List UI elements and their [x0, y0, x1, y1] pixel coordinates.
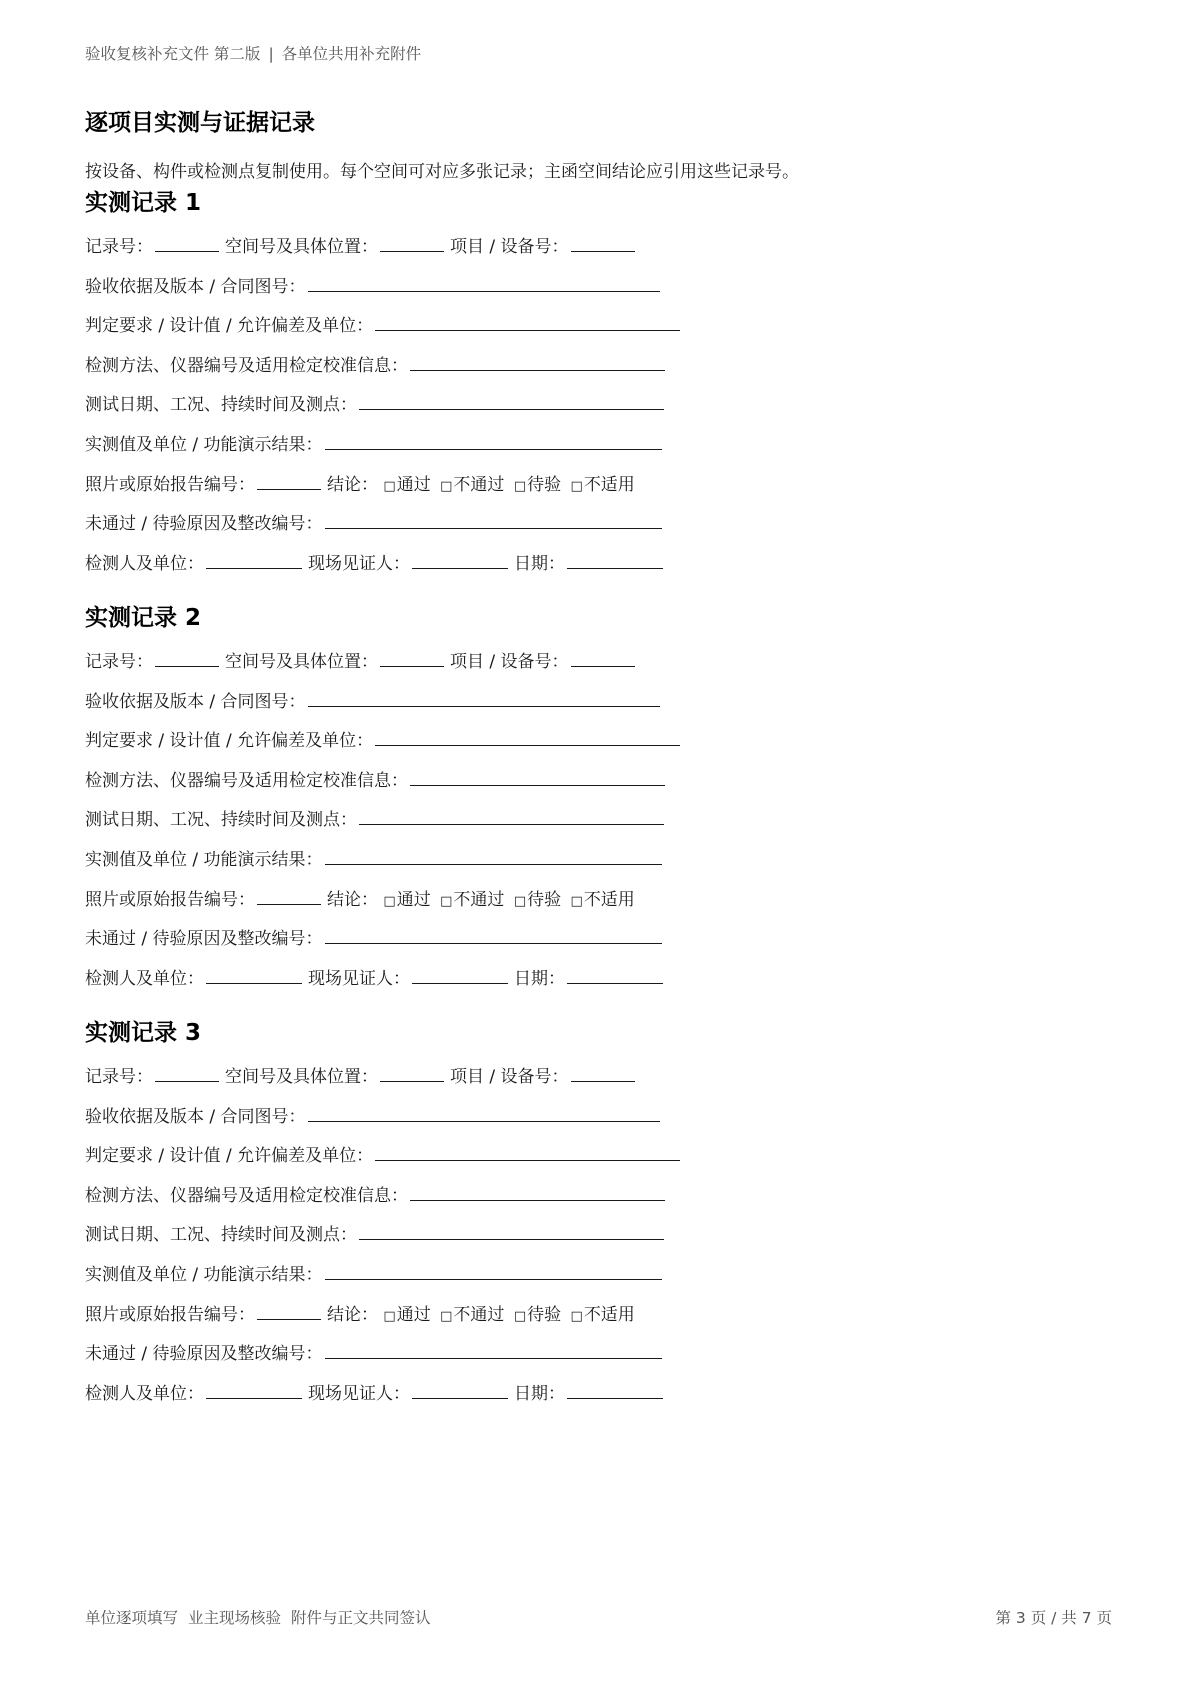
label-test-date: 测试日期、工况、持续时间及测点： — [85, 1225, 357, 1246]
row-basis — [85, 272, 985, 312]
row-ids — [85, 647, 985, 687]
record-no-field[interactable] — [155, 1064, 219, 1082]
checkbox-icon[interactable]: □ — [513, 893, 527, 909]
label-inspector: 检测人及单位： — [85, 1383, 204, 1404]
requirement-field[interactable] — [375, 313, 680, 331]
label-record-no: 记录号： — [85, 237, 153, 257]
row-test-date — [85, 1220, 985, 1260]
option-fail[interactable]: □不通过 — [440, 474, 505, 495]
item-field[interactable] — [571, 649, 635, 667]
photo-field[interactable] — [257, 1302, 321, 1320]
option-pending[interactable]: □待验 — [513, 474, 562, 495]
header-separator: | — [268, 45, 274, 63]
page-number: 第 3 页 / 共 7 页 — [995, 1609, 1112, 1627]
label-date: 日期： — [514, 1383, 565, 1404]
measured-field[interactable] — [325, 1262, 662, 1280]
option-pass[interactable]: □通过 — [383, 474, 431, 495]
option-pass[interactable]: □通过 — [383, 889, 431, 910]
label-requirement: 判定要求 / 设计值 / 允许偏差及单位： — [85, 1146, 374, 1167]
record-no-field[interactable] — [155, 649, 219, 667]
label-photo: 照片或原始报告编号： — [85, 889, 255, 910]
row-measured — [85, 845, 985, 885]
row-test-date — [85, 390, 985, 430]
record-no-field[interactable] — [155, 234, 219, 252]
witness-field[interactable] — [412, 966, 508, 984]
label-witness: 现场见证人： — [308, 553, 410, 574]
record-title: 实测记录 1 — [85, 190, 202, 216]
inspector-field[interactable] — [206, 1381, 302, 1399]
label-measured: 实测值及单位 / 功能演示结果： — [85, 434, 323, 455]
row-test-date — [85, 805, 985, 845]
label-measured: 实测值及单位 / 功能演示结果： — [85, 1264, 323, 1285]
footer-note: 单位逐项填写 — [85, 1609, 179, 1627]
footer-note: 附件与正文共同签认 — [291, 1609, 431, 1627]
measured-field[interactable] — [325, 847, 662, 865]
option-pending[interactable]: □待验 — [513, 889, 562, 910]
location-field[interactable] — [380, 1064, 444, 1082]
row-signatures — [85, 1379, 985, 1419]
checkbox-icon[interactable]: □ — [383, 478, 396, 494]
witness-field[interactable] — [412, 551, 508, 569]
row-conclusion — [85, 885, 985, 925]
option-na[interactable]: □不适用 — [570, 889, 635, 910]
label-requirement: 判定要求 / 设计值 / 允许偏差及单位： — [85, 731, 374, 752]
label-inspector: 检测人及单位： — [85, 553, 204, 574]
method-field[interactable] — [410, 768, 665, 786]
date-field[interactable] — [567, 966, 663, 984]
header-scope: 各单位共用补充附件 — [281, 45, 422, 63]
label-record-no: 记录号： — [85, 1067, 153, 1087]
footer-notes — [85, 1606, 441, 1628]
checkbox-icon[interactable]: □ — [440, 478, 453, 494]
label-date: 日期： — [514, 968, 565, 989]
label-inspector: 检测人及单位： — [85, 968, 204, 989]
label-conclusion: 结论： — [327, 474, 378, 495]
reason-field[interactable] — [325, 926, 662, 944]
row-signatures — [85, 964, 985, 1004]
row-measured — [85, 430, 985, 470]
section-intro: 按设备、构件或检测点复制使用。每个空间可对应多张记录；主函空间结论应引用这些记录号。 — [85, 162, 799, 182]
row-basis — [85, 1102, 985, 1142]
record-2 — [85, 601, 985, 1003]
label-method: 检测方法、仪器编号及适用检定校准信息： — [85, 770, 408, 791]
photo-field[interactable] — [257, 887, 321, 905]
option-fail[interactable]: □不通过 — [440, 889, 505, 910]
photo-field[interactable] — [257, 472, 321, 490]
option-fail[interactable]: □不通过 — [440, 1304, 505, 1325]
checkbox-icon[interactable]: □ — [440, 1308, 453, 1324]
test-date-field[interactable] — [359, 392, 664, 410]
footer-note: 业主现场核验 — [188, 1609, 282, 1627]
row-conclusion — [85, 1300, 985, 1340]
row-method — [85, 351, 985, 391]
page-header — [85, 42, 421, 64]
checkbox-icon[interactable]: □ — [513, 1308, 527, 1324]
basis-field[interactable] — [308, 274, 660, 292]
label-item: 项目 / 设备号： — [450, 652, 569, 672]
label-method: 检测方法、仪器编号及适用检定校准信息： — [85, 355, 408, 376]
method-field[interactable] — [410, 353, 665, 371]
item-field[interactable] — [571, 234, 635, 252]
checkbox-icon[interactable]: □ — [383, 893, 396, 909]
witness-field[interactable] — [412, 1381, 508, 1399]
label-witness: 现场见证人： — [308, 968, 410, 989]
label-location: 空间号及具体位置： — [225, 237, 378, 257]
checkbox-icon[interactable]: □ — [440, 893, 453, 909]
row-method — [85, 1181, 985, 1221]
label-conclusion: 结论： — [327, 1304, 378, 1325]
label-basis: 验收依据及版本 / 合同图号： — [85, 1106, 306, 1127]
label-basis: 验收依据及版本 / 合同图号： — [85, 691, 306, 712]
reason-field[interactable] — [325, 511, 662, 529]
label-photo: 照片或原始报告编号： — [85, 474, 255, 495]
record-title: 实测记录 3 — [85, 1020, 202, 1046]
label-reason: 未通过 / 待验原因及整改编号： — [85, 1344, 323, 1365]
option-na[interactable]: □不适用 — [570, 474, 635, 495]
test-date-field[interactable] — [359, 1222, 664, 1240]
row-reason — [85, 924, 985, 964]
label-measured: 实测值及单位 / 功能演示结果： — [85, 849, 323, 870]
reason-field[interactable] — [325, 1341, 662, 1359]
date-field[interactable] — [567, 551, 663, 569]
section-title: 逐项目实测与证据记录 — [85, 110, 315, 136]
label-location: 空间号及具体位置： — [225, 1067, 378, 1087]
requirement-field[interactable] — [375, 728, 680, 746]
row-requirement — [85, 1141, 985, 1181]
location-field[interactable] — [380, 234, 444, 252]
label-reason: 未通过 / 待验原因及整改编号： — [85, 929, 323, 950]
row-method — [85, 766, 985, 806]
label-requirement: 判定要求 / 设计值 / 允许偏差及单位： — [85, 316, 374, 337]
label-item: 项目 / 设备号： — [450, 1067, 569, 1087]
method-field[interactable] — [410, 1183, 665, 1201]
header-doc-title: 验收复核补充文件 第二版 — [85, 45, 261, 63]
row-requirement — [85, 726, 985, 766]
label-date: 日期： — [514, 553, 565, 574]
row-basis — [85, 687, 985, 727]
inspector-field[interactable] — [206, 551, 302, 569]
inspector-field[interactable] — [206, 966, 302, 984]
label-basis: 验收依据及版本 / 合同图号： — [85, 276, 306, 297]
option-pending[interactable]: □待验 — [513, 1304, 562, 1325]
option-na[interactable]: □不适用 — [570, 1304, 635, 1325]
record-title: 实测记录 2 — [85, 605, 202, 631]
record-3 — [85, 1016, 985, 1418]
requirement-field[interactable] — [375, 1143, 680, 1161]
basis-field[interactable] — [308, 689, 660, 707]
checkbox-icon[interactable]: □ — [570, 893, 583, 909]
checkbox-icon[interactable]: □ — [570, 1308, 583, 1324]
basis-field[interactable] — [308, 1104, 660, 1122]
item-field[interactable] — [571, 1064, 635, 1082]
label-method: 检测方法、仪器编号及适用检定校准信息： — [85, 1185, 408, 1206]
row-ids — [85, 232, 985, 272]
label-conclusion: 结论： — [327, 889, 378, 910]
record-1 — [85, 186, 985, 588]
row-reason — [85, 509, 985, 549]
row-signatures — [85, 549, 985, 589]
location-field[interactable] — [380, 649, 444, 667]
label-record-no: 记录号： — [85, 652, 153, 672]
label-photo: 照片或原始报告编号： — [85, 1304, 255, 1325]
date-field[interactable] — [567, 1381, 663, 1399]
row-reason — [85, 1339, 985, 1379]
row-conclusion — [85, 470, 985, 510]
row-requirement — [85, 311, 985, 351]
checkbox-icon[interactable]: □ — [513, 478, 527, 494]
row-measured — [85, 1260, 985, 1300]
option-pass[interactable]: □通过 — [383, 1304, 431, 1325]
label-test-date: 测试日期、工况、持续时间及测点： — [85, 395, 357, 416]
label-location: 空间号及具体位置： — [225, 652, 378, 672]
label-test-date: 测试日期、工况、持续时间及测点： — [85, 810, 357, 831]
label-reason: 未通过 / 待验原因及整改编号： — [85, 514, 323, 535]
checkbox-icon[interactable]: □ — [383, 1308, 396, 1324]
measured-field[interactable] — [325, 432, 662, 450]
label-witness: 现场见证人： — [308, 1383, 410, 1404]
row-ids — [85, 1062, 985, 1102]
checkbox-icon[interactable]: □ — [570, 478, 583, 494]
label-item: 项目 / 设备号： — [450, 237, 569, 257]
test-date-field[interactable] — [359, 807, 664, 825]
